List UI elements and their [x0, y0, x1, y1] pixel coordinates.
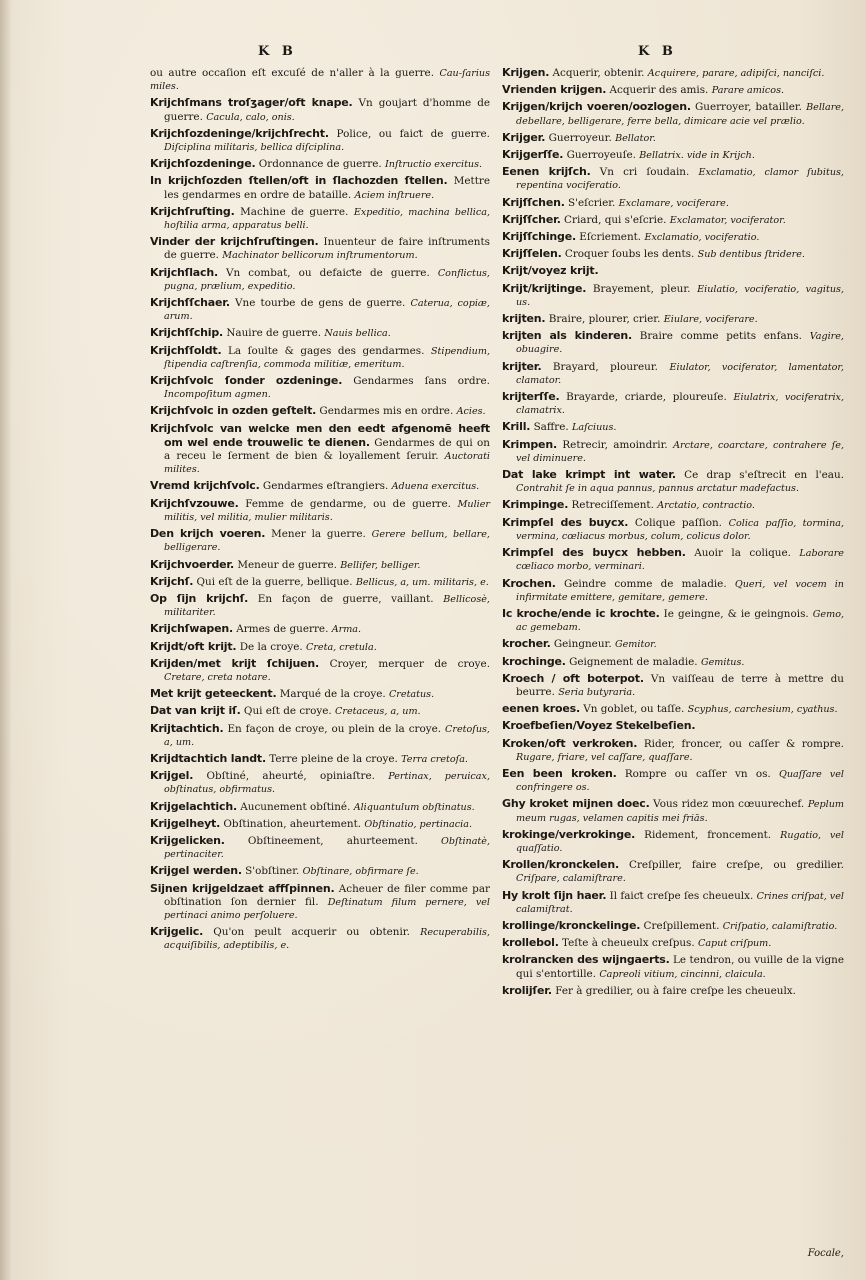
entry-latin-gloss: Peplum meum rugas, velamen capitis mei friās. [516, 799, 844, 824]
entry-french-gloss: Le tendron, ou vuille de la vigne qui s'entortille. [516, 954, 844, 980]
entry-headword: Den krijch voeren. [150, 527, 266, 541]
dictionary-entry [502, 213, 844, 227]
entry-headword: Krijgelic. [150, 925, 204, 939]
entry-headword: Krijchſmans troſʒager/oft knape. [150, 96, 353, 110]
entry-headword: krijterſſe. [502, 390, 560, 404]
entry-french-gloss: Creſpiller, faire creſpe, ou gredilier. [629, 859, 844, 872]
entry-latin-gloss: Arctare, coarctare, contrahere ſe, vel diminuere. [516, 439, 844, 464]
dictionary-entry [150, 864, 490, 878]
entry-french-gloss: Saffre. [533, 421, 569, 434]
entry-latin-gloss: Pertinax, peruicax, obſtinatus, obfirmatus. [164, 771, 490, 796]
dictionary-entry [150, 422, 490, 477]
left-column [150, 66, 490, 956]
dictionary-entry [150, 374, 490, 401]
entry-latin-gloss: Exclamator, vociferator. [669, 214, 786, 226]
entry-french-gloss: Criard, qui s'eſcrie. [564, 213, 667, 226]
entry-latin-gloss: Bellare, debellare, belligerare, ferre bella, dimicare acie vel prælio. [516, 102, 845, 127]
dictionary-entry [502, 498, 844, 512]
entry-french-gloss: Retrecir, amoindrir. [562, 438, 668, 451]
entry-french-gloss: Qu'on peult acquerir ou obtenir. [213, 926, 410, 939]
entry-headword: Krimpinge. [502, 498, 569, 512]
entry-headword: Krijt/voyez krijt. [502, 264, 599, 278]
entry-latin-gloss: Eiulatio, vociferatio, vagitus, us. [516, 283, 844, 308]
dictionary-entry [502, 858, 844, 885]
entry-french-gloss: Marqué de la croye. [279, 688, 386, 701]
entry-latin-gloss: Diſciplina militaris, bellica diſciplina. [164, 142, 345, 154]
entry-headword: krochinge. [502, 654, 566, 668]
dictionary-entry [502, 329, 844, 356]
entry-latin-gloss: Crines criſpat, vel calamiſtrat. [516, 890, 844, 915]
dictionary-entry [502, 702, 844, 716]
dictionary-entry [150, 800, 490, 814]
entry-latin-gloss: Cretoſus, a, um. [164, 723, 490, 748]
entry-latin-gloss: Bellator. [615, 132, 656, 144]
entry-latin-gloss: Aliquantulum obſtinatus. [353, 801, 475, 813]
entry-latin-gloss: Gemitus. [700, 656, 745, 668]
entry-latin-gloss: Nauis bellica. [324, 328, 391, 340]
entry-headword: Krill. [502, 420, 531, 434]
dictionary-entry [502, 737, 844, 764]
entry-latin-gloss: Caterua, copiæ, arum. [164, 298, 490, 323]
entry-headword: Krijchſſchaer. [150, 296, 230, 310]
entry-headword: Krijchſvolc ſonder ozdeninge. [150, 374, 343, 388]
dictionary-entry [502, 83, 844, 97]
entry-headword: Krijgen. [502, 66, 550, 79]
entry-headword: Krijgerſſe. [502, 148, 564, 162]
entry-french-gloss: Braire, plourer, crier. [548, 313, 661, 326]
entry-headword: Krijchſozdeninge. [150, 157, 256, 171]
entry-french-gloss: Vn vaiſſeau de terre à mettre du beurre. [516, 672, 844, 698]
entry-latin-gloss: Aduena exercitus. [391, 481, 480, 493]
dictionary-entry [150, 882, 490, 923]
entry-headword: Krijchſvolc in ozden geſtelt. [150, 404, 317, 418]
entry-french-gloss: Aucunement obſtiné. [240, 800, 351, 813]
entry-latin-gloss: Capreoli vitium, cincinni, claicula. [599, 968, 766, 980]
dictionary-entry [150, 592, 490, 619]
entry-french-gloss: Vn goblet, ou taſſe. [583, 703, 685, 716]
entry-headword: Krijgel. [150, 769, 194, 783]
entry-latin-gloss: Mulier militis, vel militia, mulier militaris. [164, 498, 490, 523]
entry-headword: Krijgelachtich. [150, 799, 237, 813]
entry-french-gloss: Guerroyer, batailler. [694, 101, 802, 114]
entry-french-gloss: Acheuer de filer comme par obſtination ſon dernier fil. [164, 882, 490, 908]
entry-headword: Krijſſchen. [502, 195, 565, 209]
entry-headword: Krimpen. [502, 437, 557, 451]
entry-latin-gloss: Sub dentibus ſtridere. [697, 249, 805, 261]
entry-french-gloss: De la croye. [239, 640, 303, 653]
entry-latin-gloss: Recuperabilis, acquiſibilis, adeptibilis, e. [164, 927, 490, 952]
entry-headword: Kroech / oft boterpot. [502, 671, 644, 685]
entry-headword: Krijchſwapen. [150, 622, 233, 636]
entry-latin-gloss: Bellicosè, militariter. [164, 593, 490, 619]
entry-headword: Krijſſelen. [502, 247, 562, 261]
entry-latin-gloss: Rugatio, vel quaſſatio. [516, 829, 844, 854]
entry-french-gloss: Inuenteur de faire inſtruments de guerre. [164, 236, 491, 262]
dictionary-entry [502, 936, 844, 950]
entry-latin-gloss: Machinator bellicorum inſtrumentorum. [222, 250, 418, 262]
entry-french-gloss: Femme de gendarme, ou de guerre. [245, 497, 451, 510]
entry-latin-gloss: Arma. [331, 624, 362, 636]
dictionary-entry [150, 266, 490, 293]
entry-latin-gloss: Obſtinatio, pertinacia. [364, 818, 472, 830]
entry-headword: Krijt/krijtinge. [502, 281, 587, 295]
catchword: Focale, [807, 1248, 844, 1259]
dictionary-entry [150, 752, 490, 766]
entry-latin-gloss: Conflictus, pugna, prælium, expeditio. [164, 267, 490, 292]
dictionary-entry [502, 282, 844, 309]
entry-french-gloss: Nauire de guerre. [226, 327, 322, 340]
dictionary-entry [150, 296, 490, 323]
entry-headword: Krijgel werden. [150, 864, 242, 878]
dictionary-entry [150, 479, 490, 493]
entry-latin-gloss: Laſciuus. [572, 422, 617, 434]
entry-french-gloss: Obſtination, aheurtement. [223, 817, 362, 830]
dictionary-entry [150, 127, 490, 154]
dictionary-entry [150, 527, 490, 554]
entry-french-gloss: Gendarmes mis en ordre. [319, 405, 454, 418]
entry-headword: Krijchſvzouwe. [150, 496, 239, 510]
entry-headword: Een been kroken. [502, 766, 617, 780]
entry-french-gloss: Guerroyeuſe. [566, 149, 636, 162]
entry-headword: Dat van krijt iſ. [150, 704, 241, 718]
entry-headword: Vrienden krijgen. [502, 83, 607, 97]
entry-headword: Krijtachtich. [150, 721, 224, 735]
entry-french-gloss: Vne tourbe de gens de guerre. [235, 297, 406, 310]
entry-french-gloss: Mener la guerre. [271, 528, 366, 541]
dictionary-entry [150, 817, 490, 831]
dictionary-entry [502, 516, 844, 543]
entry-headword: Krijchvoerder. [150, 557, 235, 571]
entry-headword: Hy krolt ſijn haer. [502, 888, 607, 902]
dictionary-entry [502, 767, 844, 794]
entry-french-gloss: Gendarmes de qui on a receu le ſerment de bien & loyallement ſeruir. [164, 436, 490, 463]
dictionary-entry [502, 655, 844, 669]
entry-headword: Krijgelheyt. [150, 816, 221, 830]
entry-latin-gloss: Bellicus, a, um. militaris, e. [355, 576, 489, 588]
entry-french-gloss: Geignement de maladie. [569, 655, 698, 668]
entry-headword: Krijchſlach. [150, 265, 218, 279]
dictionary-entry [150, 687, 490, 701]
entry-headword: Krijger. [502, 130, 546, 144]
entry-headword: krijten. [502, 312, 546, 326]
dictionary-entry [502, 672, 844, 699]
entry-latin-gloss: Cretaceus, a, um. [335, 706, 421, 718]
entry-latin-gloss: Cretatus. [388, 689, 435, 701]
dictionary-entry [150, 722, 490, 749]
entry-latin-gloss: Creta, cretula. [305, 641, 377, 653]
entry-headword: krolijſer. [502, 983, 552, 997]
entry-headword: Vremd krijchſvolc. [150, 479, 260, 493]
entry-french-gloss: Obſtiné, aheurté, opiniaſtre. [206, 770, 375, 783]
entry-french-gloss: Creſpillement. [643, 919, 720, 932]
entry-headword: Krimpſel des buycx hebben. [502, 546, 686, 560]
entry-latin-gloss: Gerere bellum, bellare, belligerare. [164, 529, 490, 554]
dictionary-entry [502, 312, 844, 326]
dictionary-entry [502, 360, 844, 387]
entry-latin-gloss: Exclamatio, vociferatio. [644, 232, 760, 244]
entry-headword: Krijgelicken. [150, 833, 225, 847]
entry-headword: krolrancken des wijngaerts. [502, 953, 670, 967]
dictionary-entry [150, 640, 490, 654]
dictionary-entry [150, 704, 490, 718]
entry-french-gloss: Brayarde, criarde, ploureuſe. [566, 391, 727, 404]
dictionary-entry [150, 575, 490, 589]
entry-french-gloss: Braire comme petits enfans. [639, 330, 802, 343]
entry-french-gloss: Rompre ou caſſer vn os. [624, 767, 771, 780]
dictionary-entry [502, 468, 844, 495]
entry-headword: Krijſſchinge. [502, 230, 576, 244]
entry-latin-gloss: Laborare cœliaco morbo, verminari. [516, 548, 844, 573]
entry-french-gloss: Ordonnance de guerre. [258, 158, 382, 171]
entry-latin-gloss: Parare amicos. [711, 85, 785, 97]
dictionary-entry [502, 637, 844, 651]
dictionary-entry [502, 196, 844, 210]
entry-headword: Krijchſ. [150, 574, 194, 588]
entry-headword: Krijchſſoldt. [150, 343, 222, 357]
entry-latin-gloss: Eiulatrix, vociferatrix, clamatrix. [516, 392, 844, 417]
entry-french-gloss: Machine de guerre. [240, 205, 349, 218]
entry-latin-gloss: Incompoſitum agmen. [164, 389, 271, 401]
dictionary-entry [150, 404, 490, 418]
entry-latin-gloss: Terra cretoſa. [401, 753, 468, 765]
dictionary-entry [502, 165, 844, 192]
entry-headword: Dat lake krimpt int water. [502, 468, 676, 482]
entry-headword: Vinder der krijchſruſtingen. [150, 235, 319, 249]
dictionary-entry [150, 834, 490, 861]
entry-latin-gloss: Stipendium, ſtipendia caſtrenſia, commoda militiæ, emeritum. [164, 345, 490, 370]
entry-french-gloss: Ce drap s'eſtrecit en l'eau. [684, 469, 844, 482]
entry-latin-gloss: Inſtructio exercitus. [385, 159, 483, 171]
entry-french-gloss: Vn goujart d'homme de guerre. [164, 97, 491, 123]
entry-headword: Krochen. [502, 576, 556, 590]
dictionary-entry [502, 953, 844, 980]
entry-french-gloss: Ie geingne, & ie geingnois. [663, 607, 809, 620]
entry-french-gloss: ou autre occaſion eſt excuſé de n'aller à la guerre. [150, 67, 435, 79]
entry-headword: Ghy kroket mijnen doec. [502, 797, 650, 811]
entry-french-gloss: Qui eſt de croye. [243, 705, 332, 718]
dictionary-entry [150, 769, 490, 796]
entry-latin-gloss: Expeditio, machina bellica, hoſtilia arma, apparatus belli. [164, 206, 491, 232]
running-header-left: K B [258, 44, 297, 59]
entry-latin-gloss: Acies. [456, 406, 486, 418]
entry-latin-gloss: Obſtinare, obfirmare ſe. [302, 866, 419, 878]
dictionary-entry [502, 131, 844, 145]
entry-french-gloss: Teſte à cheueulx creſpus. [562, 937, 695, 950]
entry-french-gloss: Auoir la colique. [694, 547, 791, 560]
dictionary-entry [502, 264, 844, 278]
entry-latin-gloss: Exclamatio, clamor ſubitus, repentina vociferatio. [516, 167, 844, 192]
entry-headword: krokinge/verkrokinge. [502, 827, 636, 841]
dictionary-entry [502, 607, 844, 634]
entry-headword: Kroken/oft verkroken. [502, 736, 638, 750]
dictionary-entry [150, 344, 490, 371]
dictionary-entry [502, 390, 844, 417]
entry-latin-gloss: Gemitor. [614, 639, 657, 651]
dictionary-entry [150, 157, 490, 171]
entry-latin-gloss: Colica paſſio, tormina, vermina, cœliacus morbus, colum, colicus dolor. [516, 517, 845, 542]
entry-french-gloss: Colique paſſion. [634, 516, 722, 529]
entry-french-gloss: Vn combat, ou defaiƈte de guerre. [226, 266, 430, 279]
dictionary-entry [150, 622, 490, 636]
page-gutter-shadow [0, 0, 12, 1280]
entry-french-gloss: S'obſtiner. [245, 865, 300, 878]
entry-headword: Krijchſruſting. [150, 204, 235, 218]
right-column [502, 66, 844, 1001]
dictionary-entry [502, 828, 844, 855]
entry-headword: krijten als kinderen. [502, 329, 632, 343]
dictionary-entry [150, 205, 490, 232]
entry-french-gloss: Police, ou faiƈt de guerre. [336, 127, 490, 140]
entry-french-gloss: Guerroyeur. [548, 131, 612, 144]
dictionary-entry [502, 100, 844, 127]
entry-french-gloss: La ſoulte & gages des gendarmes. [227, 344, 425, 357]
entry-french-gloss: Vous ridez mon cœuurechef. [653, 798, 805, 811]
entry-headword: Krijgen/krijch voeren/oozlogen. [502, 100, 691, 114]
entry-french-gloss: Obſtineement, ahurteement. [247, 834, 418, 847]
entry-headword: Eenen krijſch. [502, 165, 591, 179]
dictionary-entry [150, 174, 490, 201]
entry-french-gloss: Qui eſt de la guerre, bellique. [196, 575, 353, 588]
dictionary-entry [502, 420, 844, 434]
entry-latin-gloss: Bellifer, belliger. [340, 559, 421, 571]
entry-french-gloss: Brayard, ploureur. [552, 360, 658, 373]
entry-french-gloss: Il faiƈt creſpe ſes cheueulx. [609, 889, 754, 902]
dictionary-entry [502, 546, 844, 573]
entry-headword: Krijden/met krijt ſchijuen. [150, 656, 320, 670]
dictionary-entry [502, 919, 844, 933]
entry-headword: Krijſſcher. [502, 212, 561, 226]
entry-french-gloss: S'eſcrier. [568, 196, 616, 209]
entry-latin-gloss: Bellatrix. vide in Krijch. [639, 150, 755, 162]
entry-latin-gloss: Quaſſare vel confringere os. [516, 768, 844, 794]
entry-french-gloss: Retreciſſement. [571, 499, 654, 512]
entry-headword: Ic kroche/ende ic krochte. [502, 606, 660, 620]
entry-headword: Sijnen krijgeldzaet affſpinnen. [150, 881, 335, 895]
entry-latin-gloss: Cretare, creta notare. [164, 671, 271, 683]
dictionary-entry [150, 235, 490, 262]
dictionary-entry [150, 326, 490, 340]
entry-latin-gloss: Aciem inſtruere. [354, 189, 435, 201]
entry-latin-gloss: Cacula, calo, onis. [206, 111, 295, 123]
entry-headword: Krijdt/oft krijt. [150, 639, 237, 653]
entry-headword: krollinge/kronckelinge. [502, 918, 641, 932]
entry-latin-gloss: Rugare, friare, vel caſſare, quaſſare. [516, 751, 693, 763]
entry-french-gloss: Armes de guerre. [236, 623, 329, 636]
entry-latin-gloss: Obſtinatè, pertinaciter. [164, 835, 490, 861]
entry-headword: Krijdtachtich landt. [150, 751, 266, 765]
dictionary-entry [502, 438, 844, 465]
dictionary-entry [502, 247, 844, 261]
entry-headword: krocher. [502, 637, 551, 651]
dictionary-entry [150, 66, 490, 93]
dictionary-entry [150, 925, 490, 952]
entry-french-gloss: Vn cri ſoudain. [599, 166, 690, 179]
entry-french-gloss: Acquerir des amis. [609, 84, 709, 97]
entry-latin-gloss: Eiulator, vociferator, lamentator, clamator. [516, 361, 844, 386]
entry-latin-gloss: Queri, vel vocem in infirmitate emittere, gemitare, gemere. [516, 578, 844, 603]
entry-french-gloss: Croquer ſoubs les dents. [564, 248, 695, 261]
entry-headword: Krollen/kronckelen. [502, 858, 619, 872]
entry-french-gloss: Brayement, pleur. [592, 282, 691, 295]
entry-latin-gloss: Gemo, ac gemebam. [516, 608, 845, 634]
dictionary-entry [502, 797, 844, 824]
entry-headword: Krijchſvolc van welcke men den eedt afgenomē heeft om wel ende trouwelic te dienen. [150, 421, 490, 449]
entry-headword: eenen kroes. [502, 702, 580, 716]
entry-latin-gloss: Eiulare, vociferare. [663, 314, 758, 326]
dictionary-entry [150, 96, 490, 123]
entry-french-gloss: Ridement, froncement. [644, 828, 772, 841]
entry-latin-gloss: Contrahit ſe in aqua pannus, pannus arctatur madefactus. [516, 483, 799, 495]
entry-french-gloss: Meneur de guerre. [237, 558, 337, 571]
dictionary-entry [502, 577, 844, 604]
entry-french-gloss: Croyer, merquer de croye. [329, 657, 490, 670]
entry-headword: krijter. [502, 359, 542, 373]
running-header-right: K B [638, 44, 677, 59]
entry-latin-gloss: Cau-ſarius miles. [150, 68, 490, 93]
dictionary-entry [502, 719, 844, 733]
dictionary-entry [502, 889, 844, 916]
entry-latin-gloss: Deſtinatum filum pernere, vel pertinaci animo perſoluere. [164, 896, 490, 921]
entry-headword: Met krijt geteeckent. [150, 687, 277, 701]
dictionary-entry [502, 148, 844, 162]
entry-french-gloss: Geingneur. [553, 638, 612, 651]
entry-latin-gloss: Criſpare, calamiſtrare. [516, 873, 626, 885]
entry-latin-gloss: Vagire, obuagire. [516, 331, 844, 356]
entry-latin-gloss: Acquirere, parare, adipiſci, nanciſci. [647, 68, 825, 79]
dictionary-entry [150, 558, 490, 572]
entry-headword: krollebol. [502, 936, 559, 950]
dictionary-entry [150, 657, 490, 684]
entry-latin-gloss: Exclamare, vociferare. [618, 197, 729, 209]
dictionary-entry [150, 497, 490, 524]
entry-headword: Op ſijn krijchſ. [150, 591, 249, 605]
entry-french-gloss: Gendarmes eſtrangiers. [262, 480, 389, 493]
entry-headword: Krijchſſchip. [150, 326, 223, 340]
entry-french-gloss: Gendarmes ſans ordre. [353, 375, 490, 388]
dictionary-entry [502, 230, 844, 244]
entry-french-gloss: Eſcriement. [579, 231, 642, 244]
entry-headword: Kroefbeſien/Voyez Stekelbeſien. [502, 719, 696, 733]
entry-french-gloss: Rider, froncer, ou caſſer & rompre. [643, 737, 844, 750]
entry-french-gloss: Geindre comme de maladie. [563, 577, 727, 590]
dictionary-entry [502, 984, 844, 998]
entry-french-gloss: Terre pleine de la croye. [269, 752, 398, 765]
entry-latin-gloss: Seria butyraria. [558, 686, 636, 698]
entry-headword: In krijchſozden ſtellen/oft in ſlachozden ſtellen. [150, 174, 448, 188]
entry-french-gloss: Acquerir, obtenir. [552, 67, 645, 79]
entry-french-gloss: En façon de guerre, vaillant. [257, 592, 434, 605]
entry-latin-gloss: Scyphus, carchesium, cyathus. [687, 704, 838, 716]
entry-french-gloss: Mettre les gendarmes en ordre de bataille. [164, 175, 490, 201]
entry-latin-gloss: Caput criſpum. [698, 938, 772, 950]
entry-latin-gloss: Arctatio, contractio. [657, 500, 755, 512]
dictionary-entry [502, 66, 844, 80]
entry-latin-gloss: Auctorati milites. [164, 451, 490, 476]
entry-french-gloss: En façon de croye, ou plein de la croye. [227, 722, 442, 735]
entry-headword: Krimpſel des buycx. [502, 515, 629, 529]
entry-headword: Krijchſozdeninge/krijchſrecht. [150, 126, 329, 140]
entry-latin-gloss: Criſpatio, calamiſtratio. [722, 920, 838, 932]
entry-french-gloss: Fer à gredilier, ou à faire creſpe les cheueulx. [555, 984, 796, 997]
